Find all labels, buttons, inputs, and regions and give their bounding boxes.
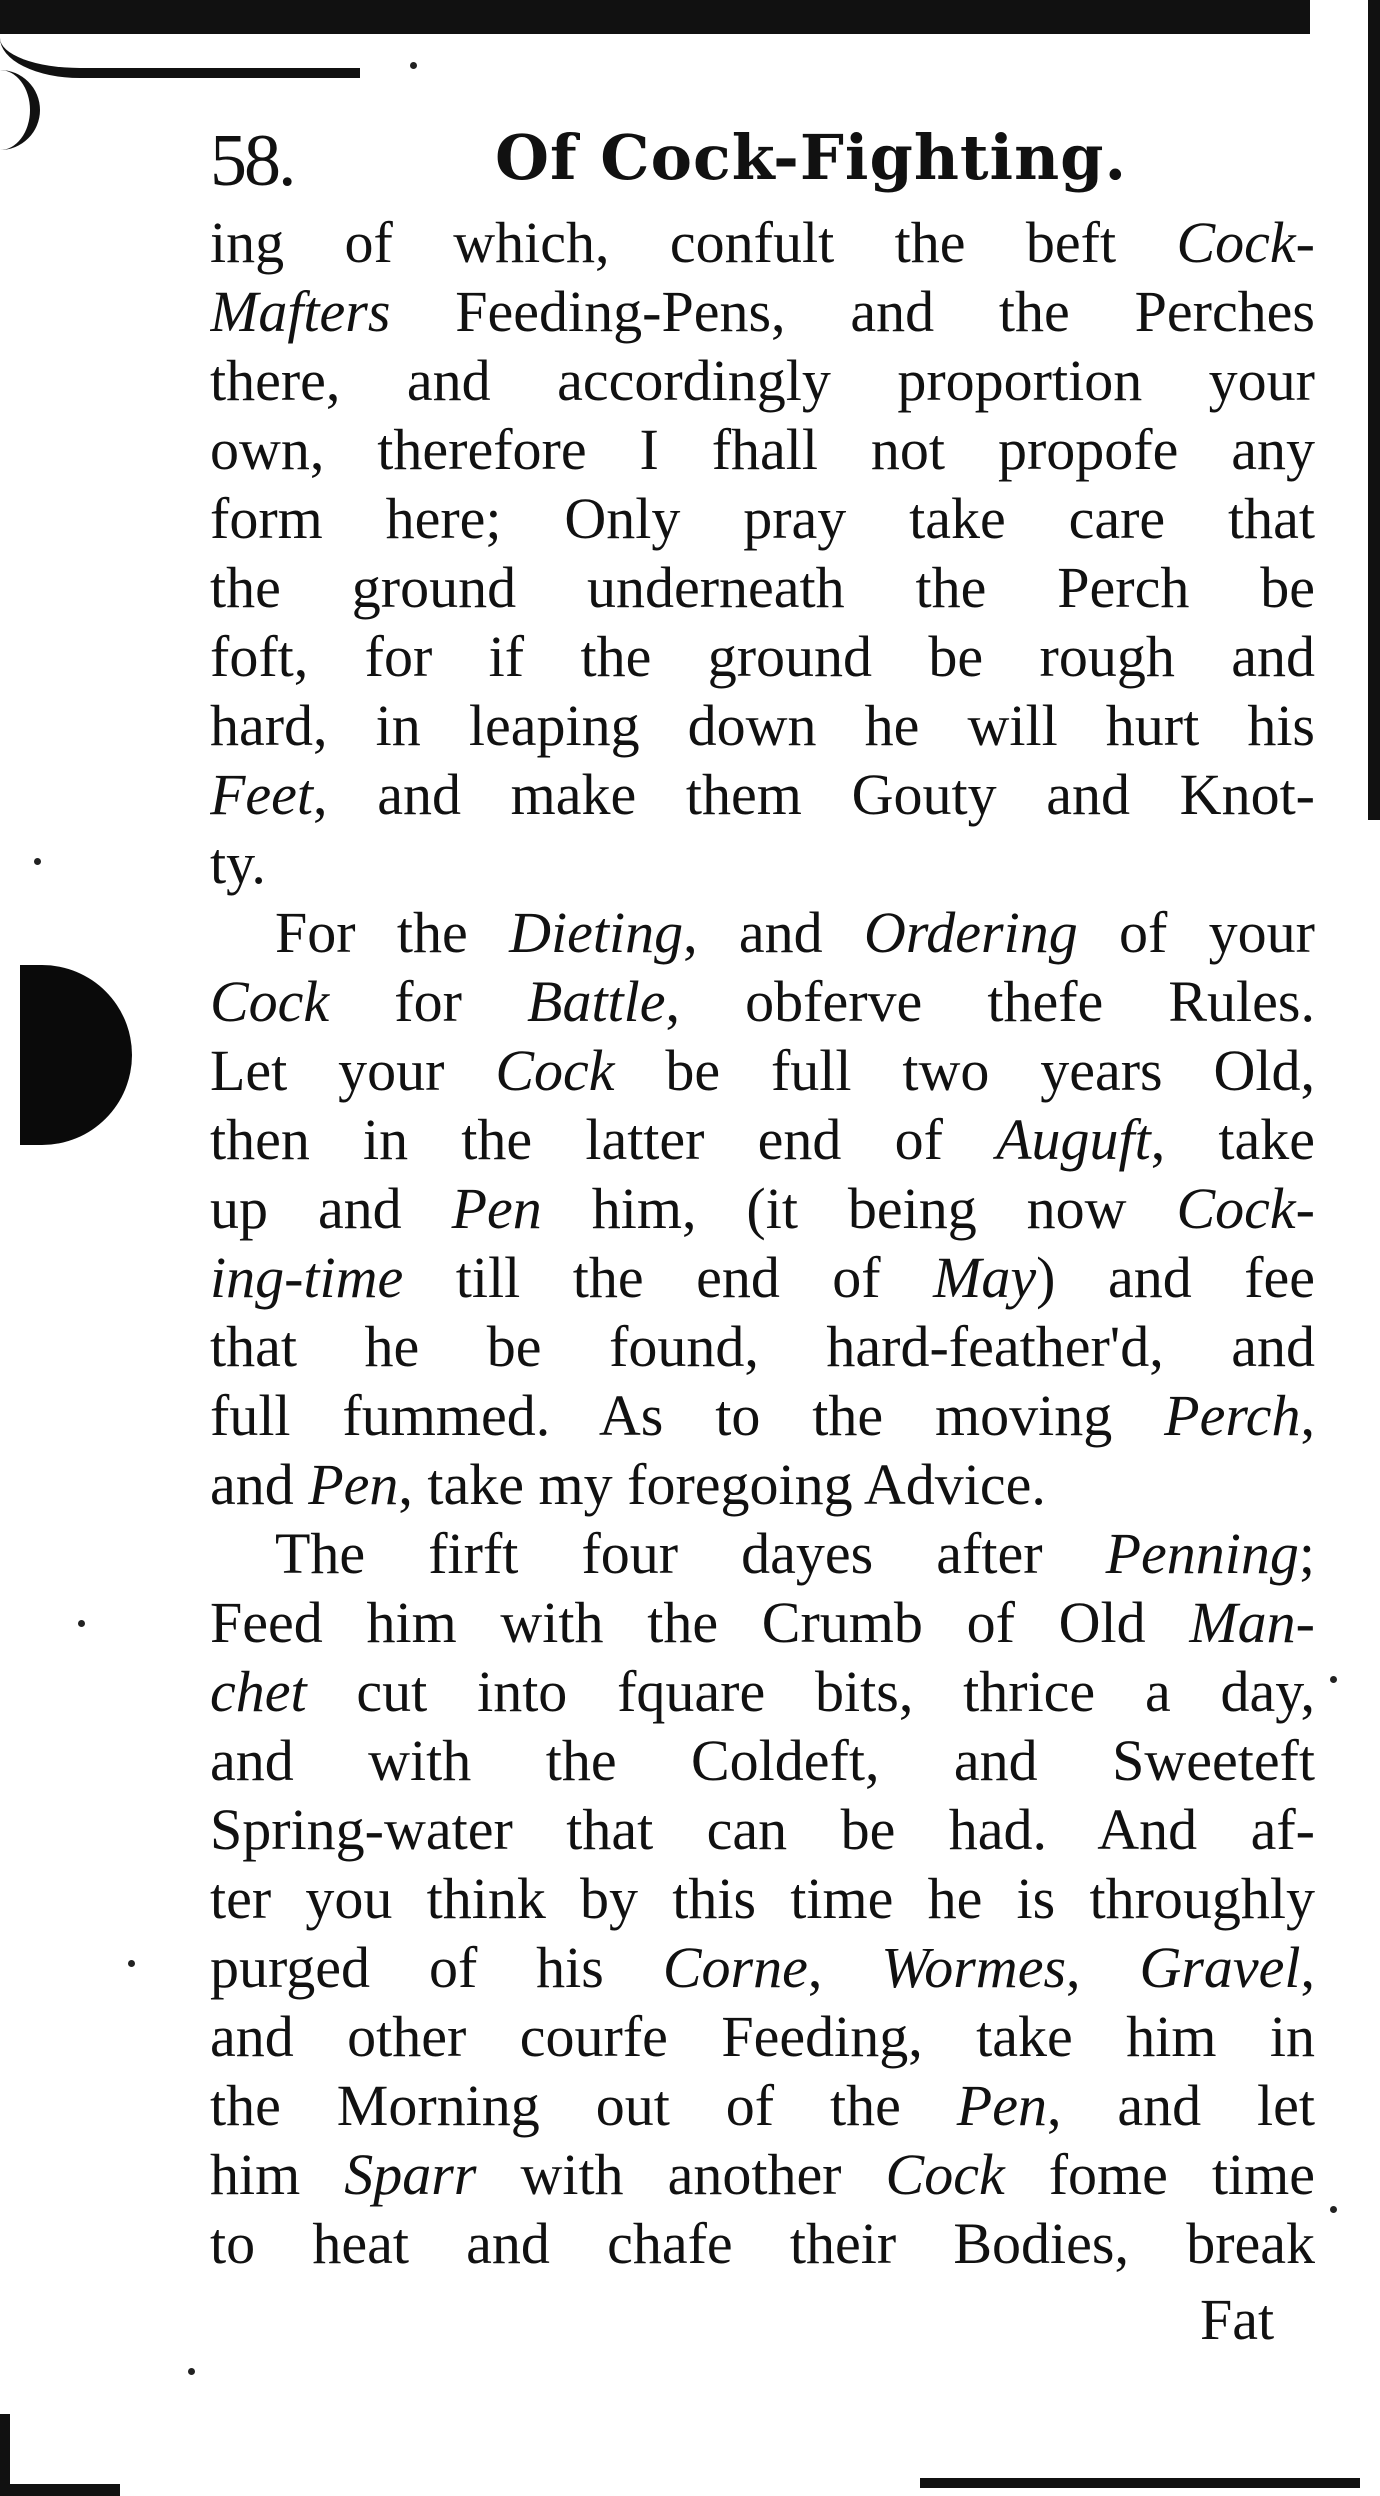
text-run: till the end of <box>403 1245 934 1310</box>
text-run: with another <box>476 2142 886 2207</box>
italic-term: Sparr <box>344 2142 477 2207</box>
text-line <box>210 760 1315 829</box>
italic-term: Penning <box>1105 1521 1299 1586</box>
text-run: Feed him with the Crumb of Old <box>210 1590 1190 1655</box>
page-header <box>210 110 1310 220</box>
text-run: to heat and chafe their Bodies, break <box>210 2211 1315 2276</box>
italic-term: Pen <box>451 1176 542 1241</box>
italic-term: Wormes <box>881 1935 1067 2000</box>
running-head: Of Cock-Fighting. <box>495 121 1128 194</box>
text-line <box>210 1312 1315 1381</box>
text-run: the ground underneath the Perch be <box>210 555 1315 620</box>
italic-term: Man- <box>1189 1590 1315 1655</box>
italic-term: Cock- <box>1176 1176 1315 1241</box>
text-run: The firft four dayes after <box>275 1521 1106 1586</box>
text-line <box>210 1726 1315 1795</box>
text-run: ; <box>1298 1521 1315 1586</box>
text-run: up and <box>210 1176 452 1241</box>
page-bottom-left-smudge <box>0 2414 120 2496</box>
text-line <box>210 2209 1315 2278</box>
ink-speck <box>188 2368 195 2375</box>
text-line <box>210 553 1315 622</box>
text-line <box>210 2002 1315 2071</box>
text-line <box>210 829 1315 898</box>
italic-term: May <box>933 1245 1037 1310</box>
text-run: own, therefore I fhall not propofe any <box>210 417 1315 482</box>
text-line <box>210 1381 1315 1450</box>
ink-speck <box>1330 2206 1337 2213</box>
text-line <box>210 1243 1315 1312</box>
text-line <box>210 1795 1315 1864</box>
text-line <box>210 484 1315 553</box>
text-line <box>210 1864 1315 1933</box>
text-run: , take <box>1150 1107 1315 1172</box>
italic-term: Pen <box>956 2073 1047 2138</box>
ink-speck <box>78 1620 85 1627</box>
italic-term: Battle <box>527 969 666 1034</box>
italic-term: Ordering <box>863 900 1078 965</box>
text-run: form here; Only pray take care that <box>210 486 1315 551</box>
page-bottom-edge <box>920 2478 1360 2488</box>
text-line <box>210 898 1315 967</box>
ink-speck <box>128 1960 135 1967</box>
text-run: and <box>210 1452 309 1517</box>
text-run: foft, for if the ground be rough and <box>210 624 1315 689</box>
text-line <box>210 346 1315 415</box>
text-line <box>210 1036 1315 1105</box>
text-run: , and let <box>1046 2073 1315 2138</box>
text-line <box>210 2071 1315 2140</box>
text-run: and other courfe Feeding, take him in <box>210 2004 1315 2069</box>
text-line <box>210 415 1315 484</box>
ink-speck <box>410 62 417 69</box>
italic-term: Mafters <box>210 279 391 344</box>
text-run: ty. <box>210 831 266 896</box>
text-run: , <box>1300 1935 1315 2000</box>
page-left-curl <box>0 70 40 150</box>
italic-term: Cock- <box>1176 210 1315 275</box>
text-run: him, (it being now <box>541 1176 1177 1241</box>
text-line <box>210 1657 1315 1726</box>
catchword: Fat <box>1200 2287 1275 2352</box>
text-run: cut into fquare bits, thrice a day, <box>306 1659 1315 1724</box>
text-run: , <box>807 1935 882 2000</box>
page-number: 58. <box>210 120 294 202</box>
italic-term: Cock <box>210 969 330 1034</box>
text-run: be full two years Old, <box>614 1038 1315 1103</box>
text-run: hard, in leaping down he will hurt his <box>210 693 1315 758</box>
text-run: there, and accordingly proportion your <box>210 348 1315 413</box>
text-line <box>210 1933 1315 2002</box>
body-text <box>210 208 1315 2278</box>
text-line <box>210 1450 1315 1519</box>
text-run: ing of which, confult the beft <box>210 210 1177 275</box>
italic-term: chet <box>210 1659 307 1724</box>
text-run: , and <box>683 900 864 965</box>
text-run: and with the Coldeft, and Sweeteft <box>210 1728 1315 1793</box>
text-run: ) and fee <box>1036 1245 1315 1310</box>
text-run: , take my foregoing Advice. <box>398 1452 1046 1517</box>
italic-term: Corne <box>662 1935 808 2000</box>
ink-speck <box>34 858 41 865</box>
italic-term: Cock <box>885 2142 1005 2207</box>
italic-term: ing-time <box>210 1245 404 1310</box>
italic-term: Perch <box>1164 1383 1301 1448</box>
text-run: of your <box>1077 900 1315 965</box>
binding-hole <box>20 965 132 1145</box>
text-run: , <box>1300 1383 1315 1448</box>
text-run: fome time <box>1004 2142 1315 2207</box>
text-run: purged of his <box>210 1935 663 2000</box>
text-run: , and make them Gouty and Knot- <box>313 762 1315 827</box>
text-line <box>210 2140 1315 2209</box>
text-run: Let your <box>210 1038 496 1103</box>
text-run: for <box>329 969 528 1034</box>
text-run: that he be found, hard-feather'd, and <box>210 1314 1315 1379</box>
text-line <box>210 967 1315 1036</box>
text-run: Spring-water that can be had. And af- <box>210 1797 1315 1862</box>
text-line <box>210 277 1315 346</box>
page-right-edge-shadow <box>1368 0 1380 820</box>
text-run: then in the latter end of <box>210 1107 997 1172</box>
italic-term: Pen <box>308 1452 399 1517</box>
text-line <box>210 1174 1315 1243</box>
text-run: , <box>1066 1935 1140 2000</box>
text-run: full fummed. As to the moving <box>210 1383 1165 1448</box>
text-line <box>210 622 1315 691</box>
text-run: him <box>210 2142 345 2207</box>
text-line <box>210 208 1315 277</box>
italic-term: Auguft <box>996 1107 1151 1172</box>
text-run: For the <box>275 900 510 965</box>
text-line <box>210 1519 1315 1588</box>
italic-term: Cock <box>495 1038 615 1103</box>
text-run: , obferve thefe Rules. <box>665 969 1315 1034</box>
page-corner-fold <box>0 28 360 78</box>
italic-term: Gravel <box>1139 1935 1301 2000</box>
ink-speck <box>1330 1676 1337 1683</box>
italic-term: Feet <box>210 762 314 827</box>
italic-term: Dieting <box>509 900 684 965</box>
text-run: Feeding-Pens, and the Perches <box>390 279 1315 344</box>
text-run: the Morning out of the <box>210 2073 957 2138</box>
text-line <box>210 691 1315 760</box>
text-run: ter you think by this time he is throughly <box>210 1866 1315 1931</box>
text-line <box>210 1105 1315 1174</box>
text-line <box>210 1588 1315 1657</box>
